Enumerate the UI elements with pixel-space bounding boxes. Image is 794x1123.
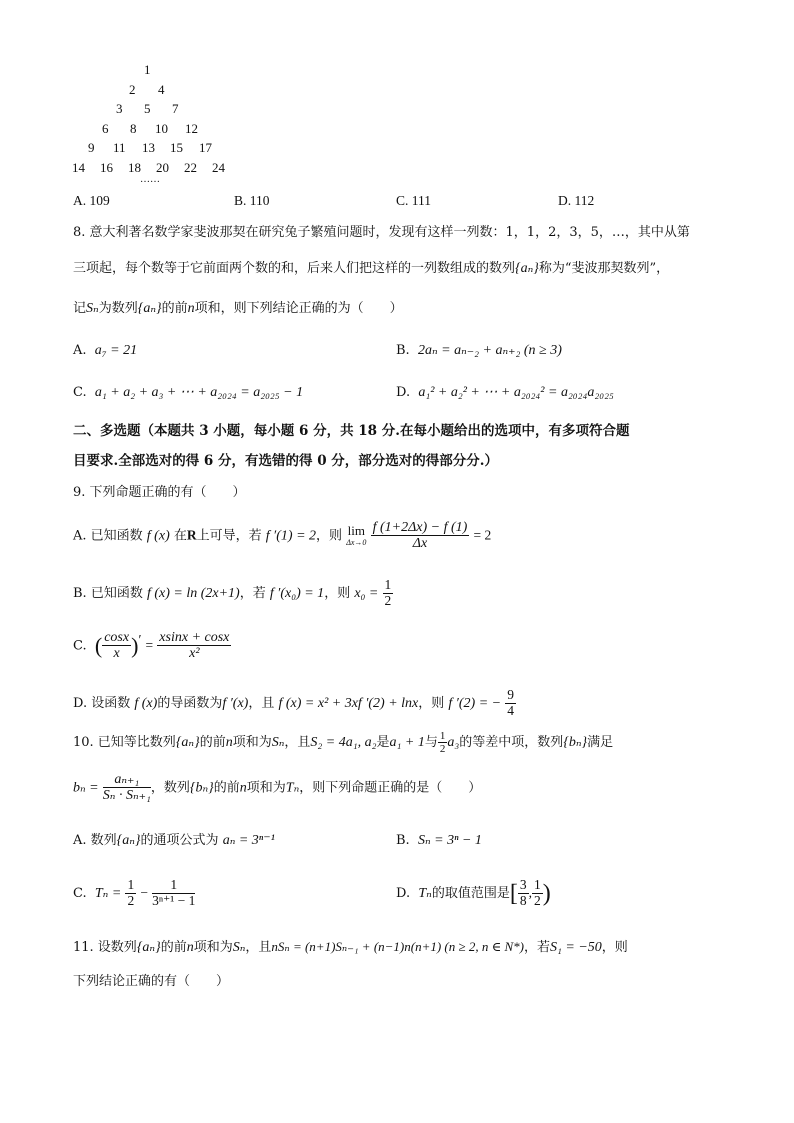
q11-an: {aₙ} xyxy=(136,940,161,955)
q8-an: {aₙ} xyxy=(137,301,162,316)
q8-option-d-label: D. xyxy=(396,385,411,400)
q8-line3-c: 的前 xyxy=(161,301,188,316)
tri-5-4: 22 xyxy=(184,160,197,175)
q10-l1g: 的等差中项，数列 xyxy=(459,735,564,751)
q10-line1 xyxy=(73,730,613,755)
q10-l2a: ，数列 xyxy=(150,780,190,796)
tri-3-3: 12 xyxy=(185,121,198,136)
q10-cond: S₂ = 4a₁, a₂ xyxy=(310,735,377,751)
q9-b-text2: ，若 xyxy=(239,585,266,601)
q8-option-d[interactable] xyxy=(396,386,614,400)
tri-2-1: 5 xyxy=(144,101,151,116)
q9-b-num: 1 xyxy=(384,577,392,592)
q10-l2-bn: {bₙ} xyxy=(189,780,214,796)
q8-line3-d: 项和，则下列结论正确的为（ ） xyxy=(194,301,403,316)
q11-sn: Sₙ xyxy=(232,940,246,955)
q7-option-b[interactable]: B. 110 xyxy=(234,193,270,208)
q8-option-c-math: a₁ + a₂ + a₃ + ⋯ + a₂₀₂₄ = a₂₀₂₅ − 1 xyxy=(94,385,304,400)
q7-option-a[interactable]: A. 109 xyxy=(73,193,110,208)
q10-half-num: 1 xyxy=(439,730,446,742)
q8-option-c-label: C. xyxy=(73,385,87,400)
q10-d-n1: 3 xyxy=(519,877,527,892)
q10-l1a: 10. 已知等比数列 xyxy=(73,735,176,751)
q8-n: n xyxy=(187,301,195,316)
q9-c-lparen: ( xyxy=(94,632,103,658)
q10-c-minus: − xyxy=(140,884,148,900)
q10-a-an: {aₙ} xyxy=(116,833,141,848)
q10-d-label: D. xyxy=(396,885,411,901)
q8-line3-a: 记 xyxy=(73,301,87,316)
q10-d-rparen: ) xyxy=(542,880,551,907)
q9-d-fx: f (x) xyxy=(134,695,158,711)
q9-b-text1: B. 已知函数 xyxy=(73,585,143,601)
q11-l1a: 11. 设数列 xyxy=(73,940,137,955)
q9-c-lfrac xyxy=(102,630,131,662)
q10-half-den: 2 xyxy=(439,743,446,756)
q9-a-text2: 在 xyxy=(173,528,187,544)
q10-half xyxy=(438,730,448,755)
q9-option-a[interactable] xyxy=(73,520,491,552)
q11-l1b: 的前 xyxy=(160,940,187,955)
q10-sn: Sₙ xyxy=(271,735,285,751)
q8-line2-a: 三项起，每个数等于它前面两个数的和，后来人们把这样的一列数组成的数列 xyxy=(73,261,516,276)
q8-option-a[interactable] xyxy=(73,344,137,358)
number-triangle xyxy=(0,0,260,190)
q11-l1d: ，且 xyxy=(245,940,272,955)
q9-a-num: f (1+2Δx) − f (1) xyxy=(372,520,468,535)
q9-a-text1: A. 已知函数 xyxy=(73,528,143,544)
q9-b-den: 2 xyxy=(384,592,392,608)
q10-l2c: 项和为 xyxy=(246,780,286,796)
q9-a-fx: f (x) xyxy=(146,528,170,544)
q9-a-eq: = 2 xyxy=(473,527,492,543)
q10-d-d2: 2 xyxy=(533,892,541,908)
q9-a-cond: f ′(1) = 2 xyxy=(265,528,317,544)
q9-c-label: C. xyxy=(73,638,87,654)
q9-d-num: 9 xyxy=(507,687,514,702)
q8-option-b-math: 2aₙ = aₙ₋₂ + aₙ₊₂ (n ≥ 3) xyxy=(417,343,562,358)
tri-ellipsis: …… xyxy=(140,174,160,185)
tri-3-2: 10 xyxy=(155,121,168,136)
q9-a-lim xyxy=(346,524,366,547)
q9-c-rnum: xsinx + cosx xyxy=(159,630,230,645)
q8-option-a-math: a₇ = 21 xyxy=(94,343,138,358)
q10-d-frac1 xyxy=(518,878,529,909)
q9-b-cond: f ′(x₀) = 1 xyxy=(269,585,325,601)
q9-a-real: R xyxy=(186,527,197,543)
q10-l1b: 的前 xyxy=(199,735,226,751)
tri-4-2: 13 xyxy=(142,140,155,155)
q9-b-fraction xyxy=(383,578,394,609)
q11-l1c: 项和为 xyxy=(193,940,233,955)
q10-n: n xyxy=(225,735,233,751)
q9-c-rfrac xyxy=(157,630,231,662)
q10-d-d1: 8 xyxy=(519,892,527,908)
q9-d-res: f ′(2) = − xyxy=(448,695,502,711)
q10-c-n2: 1 xyxy=(152,878,195,894)
q10-c-n1: 1 xyxy=(127,877,135,892)
q10-a-text: A. 数列 xyxy=(73,833,117,848)
q9-a-text4: ，则 xyxy=(316,528,343,544)
tri-2-0: 3 xyxy=(116,101,123,116)
tri-4-1: 11 xyxy=(113,140,126,155)
q10-l2d: ，则下列命题正确的是（ ） xyxy=(299,780,482,796)
q10-d-text: 的取值范围是 xyxy=(431,885,510,901)
tri-1-1: 4 xyxy=(158,82,165,97)
tri-5-5: 24 xyxy=(212,160,225,175)
q9-option-c[interactable] xyxy=(73,630,231,662)
q10-b-math: Sₙ = 3ⁿ − 1 xyxy=(417,833,482,848)
section2-line1: 二、多选题（本题共 3 小题，每小题 6 分，共 18 分.在每小题给出的选项中，有多项符合题 xyxy=(73,423,630,439)
q10-d-tn: Tₙ xyxy=(418,885,432,901)
q8-option-a-label: A. xyxy=(73,343,87,358)
q9-d-den: 4 xyxy=(507,702,514,718)
q9-c-lden: x xyxy=(113,646,120,662)
q9-a-lim-sub: Δx→0 xyxy=(346,537,367,547)
q10-b-fraction xyxy=(103,772,151,804)
q10-l1h: 满足 xyxy=(587,735,614,751)
q9-b-fx: f (x) = ln (2x+1) xyxy=(146,585,240,601)
q9-d-text4: ，则 xyxy=(418,695,445,711)
tri-3-1: 8 xyxy=(130,121,137,136)
q10-an: {aₙ} xyxy=(175,735,200,751)
q9-c-rden: x² xyxy=(189,646,200,662)
q10-option-d[interactable] xyxy=(396,878,551,909)
tri-3-0: 6 xyxy=(102,121,109,136)
q10-option-b[interactable] xyxy=(396,834,482,848)
q10-l1f: 与 xyxy=(424,735,438,751)
q10-line2 xyxy=(73,772,481,804)
tri-1-0: 2 xyxy=(129,82,136,97)
q10-d-frac2 xyxy=(532,878,543,909)
q10-b-num: aₙ₊₁ xyxy=(103,772,151,788)
q10-tn: Tₙ xyxy=(285,780,300,796)
q9-c-rparen: ) xyxy=(131,632,139,658)
q9-option-d[interactable] xyxy=(73,688,516,719)
q10-b-lhs: bₙ = xyxy=(73,780,99,796)
tri-5-2: 18 xyxy=(128,160,141,175)
q8-line1: 8. 意大利著名数学家斐波那契在研究兔子繁殖问题时，发现有这样一列数：1，1，2，3，5，…，其中从第 xyxy=(73,225,690,240)
q10-c-frac2 xyxy=(152,878,195,909)
q11-l1f: ，则 xyxy=(601,940,628,955)
q11-l1e: ，若 xyxy=(524,940,551,955)
q10-d-comma: , xyxy=(528,884,532,900)
q10-c-d2: 3ⁿ⁺¹ − 1 xyxy=(152,892,196,908)
q10-l1c: 项和为 xyxy=(232,735,272,751)
q9-c-eq: = xyxy=(145,637,154,653)
q11-line1 xyxy=(73,940,628,955)
q9-d-text2: 的导函数为 xyxy=(157,695,223,711)
q10-d-n2: 1 xyxy=(533,877,541,892)
q10-option-a[interactable] xyxy=(73,834,275,848)
q10-a-math: aₙ = 3ⁿ⁻¹ xyxy=(222,833,275,848)
q8-line2 xyxy=(73,262,669,276)
tri-2-2: 7 xyxy=(172,101,179,116)
q8-option-c[interactable] xyxy=(73,386,303,400)
q8-option-b[interactable] xyxy=(396,344,562,358)
q10-c-lhs: Tₙ = xyxy=(94,885,122,901)
q9-a-text3: 上可导，若 xyxy=(196,528,262,544)
q10-l2b: 的前 xyxy=(213,780,240,796)
q10-l2-n: n xyxy=(239,780,247,796)
q10-d-lbracket: [ xyxy=(509,880,518,907)
q9-d-eq: f (x) = x² + 3xf ′(2) + lnx xyxy=(278,695,419,711)
q10-t1: a₁ + 1 xyxy=(389,735,425,751)
q10-a-text2: 的通项公式为 xyxy=(140,833,219,848)
q8-sn: Sₙ xyxy=(86,301,99,316)
q9-stem: 9. 下列命题正确的有（ ） xyxy=(73,485,246,500)
q10-b-label: B. xyxy=(396,833,410,848)
q11-s1: S₁ = −50 xyxy=(550,940,602,955)
q11-n: n xyxy=(186,940,194,955)
q8-line3 xyxy=(73,302,403,316)
tri-0-0: 1 xyxy=(144,62,151,77)
q9-a-den: Δx xyxy=(412,536,428,552)
q9-d-fraction xyxy=(505,688,516,719)
tri-5-0: 14 xyxy=(72,160,85,175)
q9-d-fpx: f ′(x) xyxy=(222,695,249,711)
q10-option-c[interactable] xyxy=(73,878,195,909)
q7-option-c[interactable]: C. 111 xyxy=(396,193,432,208)
q11-eq: nSₙ = (n+1)Sₙ₋₁ + (n−1)n(n+1) (n ≥ 2, n ∈ N*) xyxy=(271,939,525,954)
tri-4-0: 9 xyxy=(88,140,95,155)
q9-a-lim-word: lim xyxy=(347,523,365,539)
tri-5-1: 16 xyxy=(100,160,113,175)
section2-line2: 目要求.全部选对的得 6 分，有选错的得 0 分，部分选对的得部分分.） xyxy=(73,453,498,469)
q10-c-label: C. xyxy=(73,885,87,901)
q8-option-d-math: a₁² + a₂² + ⋯ + a₂₀₂₄² = a₂₀₂₄a₂₀₂₅ xyxy=(418,385,614,400)
q7-option-d[interactable]: D. 112 xyxy=(558,193,595,208)
q9-b-text3: ，则 xyxy=(324,585,351,601)
q8-sequence-an: {aₙ} xyxy=(515,261,539,276)
tri-5-3: 20 xyxy=(156,160,169,175)
tri-4-4: 17 xyxy=(199,140,212,155)
q9-c-lnum: cosx xyxy=(104,630,130,645)
q10-bn: {bₙ} xyxy=(563,735,588,751)
q9-d-text1: D. 设函数 xyxy=(73,695,131,711)
q10-c-d1: 2 xyxy=(127,892,135,908)
q9-option-b[interactable] xyxy=(73,578,393,609)
q9-c-prime: ′ xyxy=(138,632,142,648)
q8-option-b-label: B. xyxy=(396,343,410,358)
q10-a3: a₃ xyxy=(447,735,460,751)
q9-a-fraction xyxy=(371,520,470,552)
tri-4-3: 15 xyxy=(170,140,183,155)
q11-line2: 下列结论正确的有（ ） xyxy=(73,974,230,989)
q10-l1e: 是 xyxy=(376,735,390,751)
q8-line2-b: 称为“斐波那契数列”， xyxy=(538,261,670,276)
q10-l1d: ，且 xyxy=(284,735,311,751)
q9-b-x0: x₀ = xyxy=(354,585,379,601)
q10-b-den: Sₙ · Sₙ₊₁ xyxy=(102,788,151,804)
q10-c-frac1 xyxy=(125,878,136,909)
q9-d-text3: ，且 xyxy=(248,695,275,711)
q8-line3-b: 为数列 xyxy=(98,301,138,316)
